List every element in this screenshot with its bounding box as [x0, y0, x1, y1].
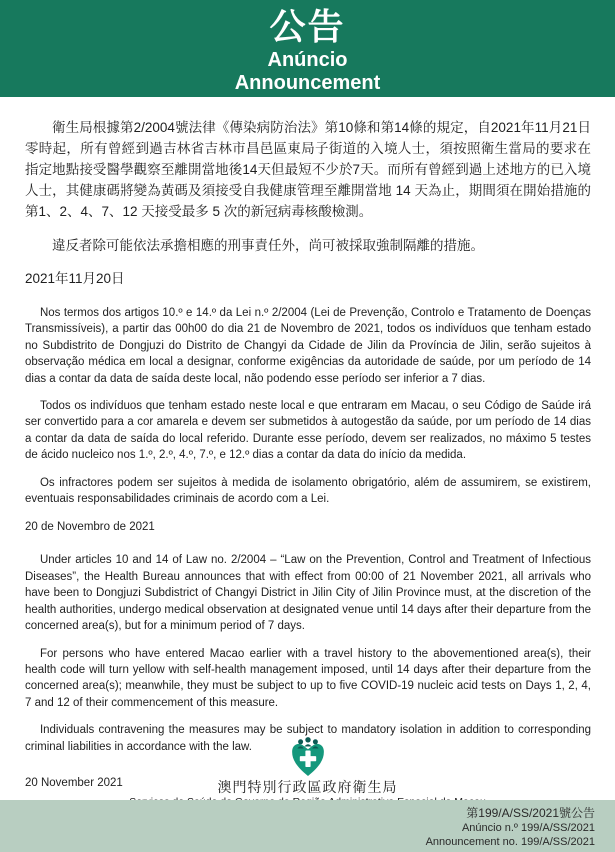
en-paragraph-2: For persons who have entered Macao earlier with a travel history to the abovementioned area(s), their health code will turn yellow with self-health management imposed, until 14 days after their departure from the concerned area(s); meanwhile, they must be subject to up to five COVID-19 nucleic acid tests on Days 1, 2, 4, 7 and 12 of their commencement of this measure.: [25, 647, 591, 709]
pt-paragraph-2: Todos os indivíduos que tenham estado neste local e que entraram em Macau, o seu Código de Saúde irá ser convertido para a cor amarela e devem ser submetidos à autogestão da saúde, por um período de 14 dias a contar da data de saída do local referido. Durante esse período, devem ser realizados, no máximo 5 testes de ácido nucleico nos 1.º, 2.º, 4.º, 7.º, e 12.º dias a contar da data do início da medida.: [25, 400, 591, 462]
en-date: 20 November 2021: [25, 776, 123, 789]
document-body: [0, 97, 615, 791]
health-bureau-logo: [0, 737, 615, 779]
footer-ref-zh: 第199/A/SS/2021號公告: [466, 806, 595, 820]
zh-date: 2021年11月20日: [25, 271, 125, 286]
pt-paragraph-1: Nos termos dos artigos 10.º e 14.º da Lei n.º 2/2004 (Lei de Prevenção, Controlo e Tratamento de Doenças Transmissíveis), a partir das 00h00 do dia 21 de Novembro de 2021, todos os indivíduos que tenham estado no Subdistrito de Dongjuzi do Distrito de Changyi da Cidade de Jilin da Província de Jilin, serão sujeitos à observação médica em local a designar, conforme exigências da autoridade de saúde, por um período de 14 dias a contar da data de saída deste local, não podendo esse período ser inferior a 7 dias.: [25, 307, 591, 385]
page-title-pt: Anúncio: [267, 49, 348, 71]
page-header: [0, 0, 615, 97]
page-title-en: Announcement: [234, 72, 381, 94]
pt-paragraph-3: Os infractores podem ser sujeitos à medida de isolamento obrigatório, além de assumirem, se existirem, eventuais responsabilidades criminais de acordo com a Lei.: [25, 476, 591, 506]
page-title-zh: 公告: [269, 6, 346, 47]
footer-ref-pt: Anúncio n.º 199/A/SS/2021: [461, 822, 595, 834]
footer-reference-band: [0, 800, 615, 852]
en-paragraph-3: Individuals contravening the measures may be subject to mandatory isolation in addition to corresponding criminal liabilities in accordance with the law.: [25, 724, 591, 753]
heart-cross-logo-icon: [288, 737, 328, 778]
pt-date: 20 de Novembro de 2021: [25, 521, 155, 534]
org-name-zh: 澳門特別行政區政府衛生局: [217, 779, 398, 795]
footer-ref-en: Announcement no. 199/A/SS/2021: [425, 836, 595, 848]
en-paragraph-1: Under articles 10 and 14 of Law no. 2/2004 – “Law on the Prevention, Control and Treatment of Infectious Diseases”, the Health Bureau announces that with effect from 00:00 of 21 November 2021, all arrivals who have been to Dongjuzi Subdistrict of Changyi District in Jilin City of Jilin Province must, at the discretion of the health authorities, undergo medical observation at designated venue until 14 days after their departure from the concerned area(s), but for a minimum period of 7 days.: [25, 554, 591, 633]
zh-paragraph-2: 違反者除可能依法承擔相應的刑事責任外，尚可被採取強制隔離的措施。: [52, 238, 484, 253]
zh-paragraph-1: 衛生局根據第2/2004號法律《傳染病防治法》第10條和第14條的規定，自2021年11月21日零時起，所有曾經到過吉林省吉林市昌邑區東局子街道的入境人士，須按照衛生當局的要求在指定地點接受醫學觀察至離開當地後14天但最短不少於7天。而所有曾經到過上述地方的已入境人士，其健康碼將變為黃碼及須接受自我健康管理至離開當地 14 天為止，期間須在開始措施的第1、2、4、7、12 天接受最多 5 次的新冠病毒核酸檢測。: [25, 120, 591, 219]
issuing-organisation: [0, 737, 615, 809]
